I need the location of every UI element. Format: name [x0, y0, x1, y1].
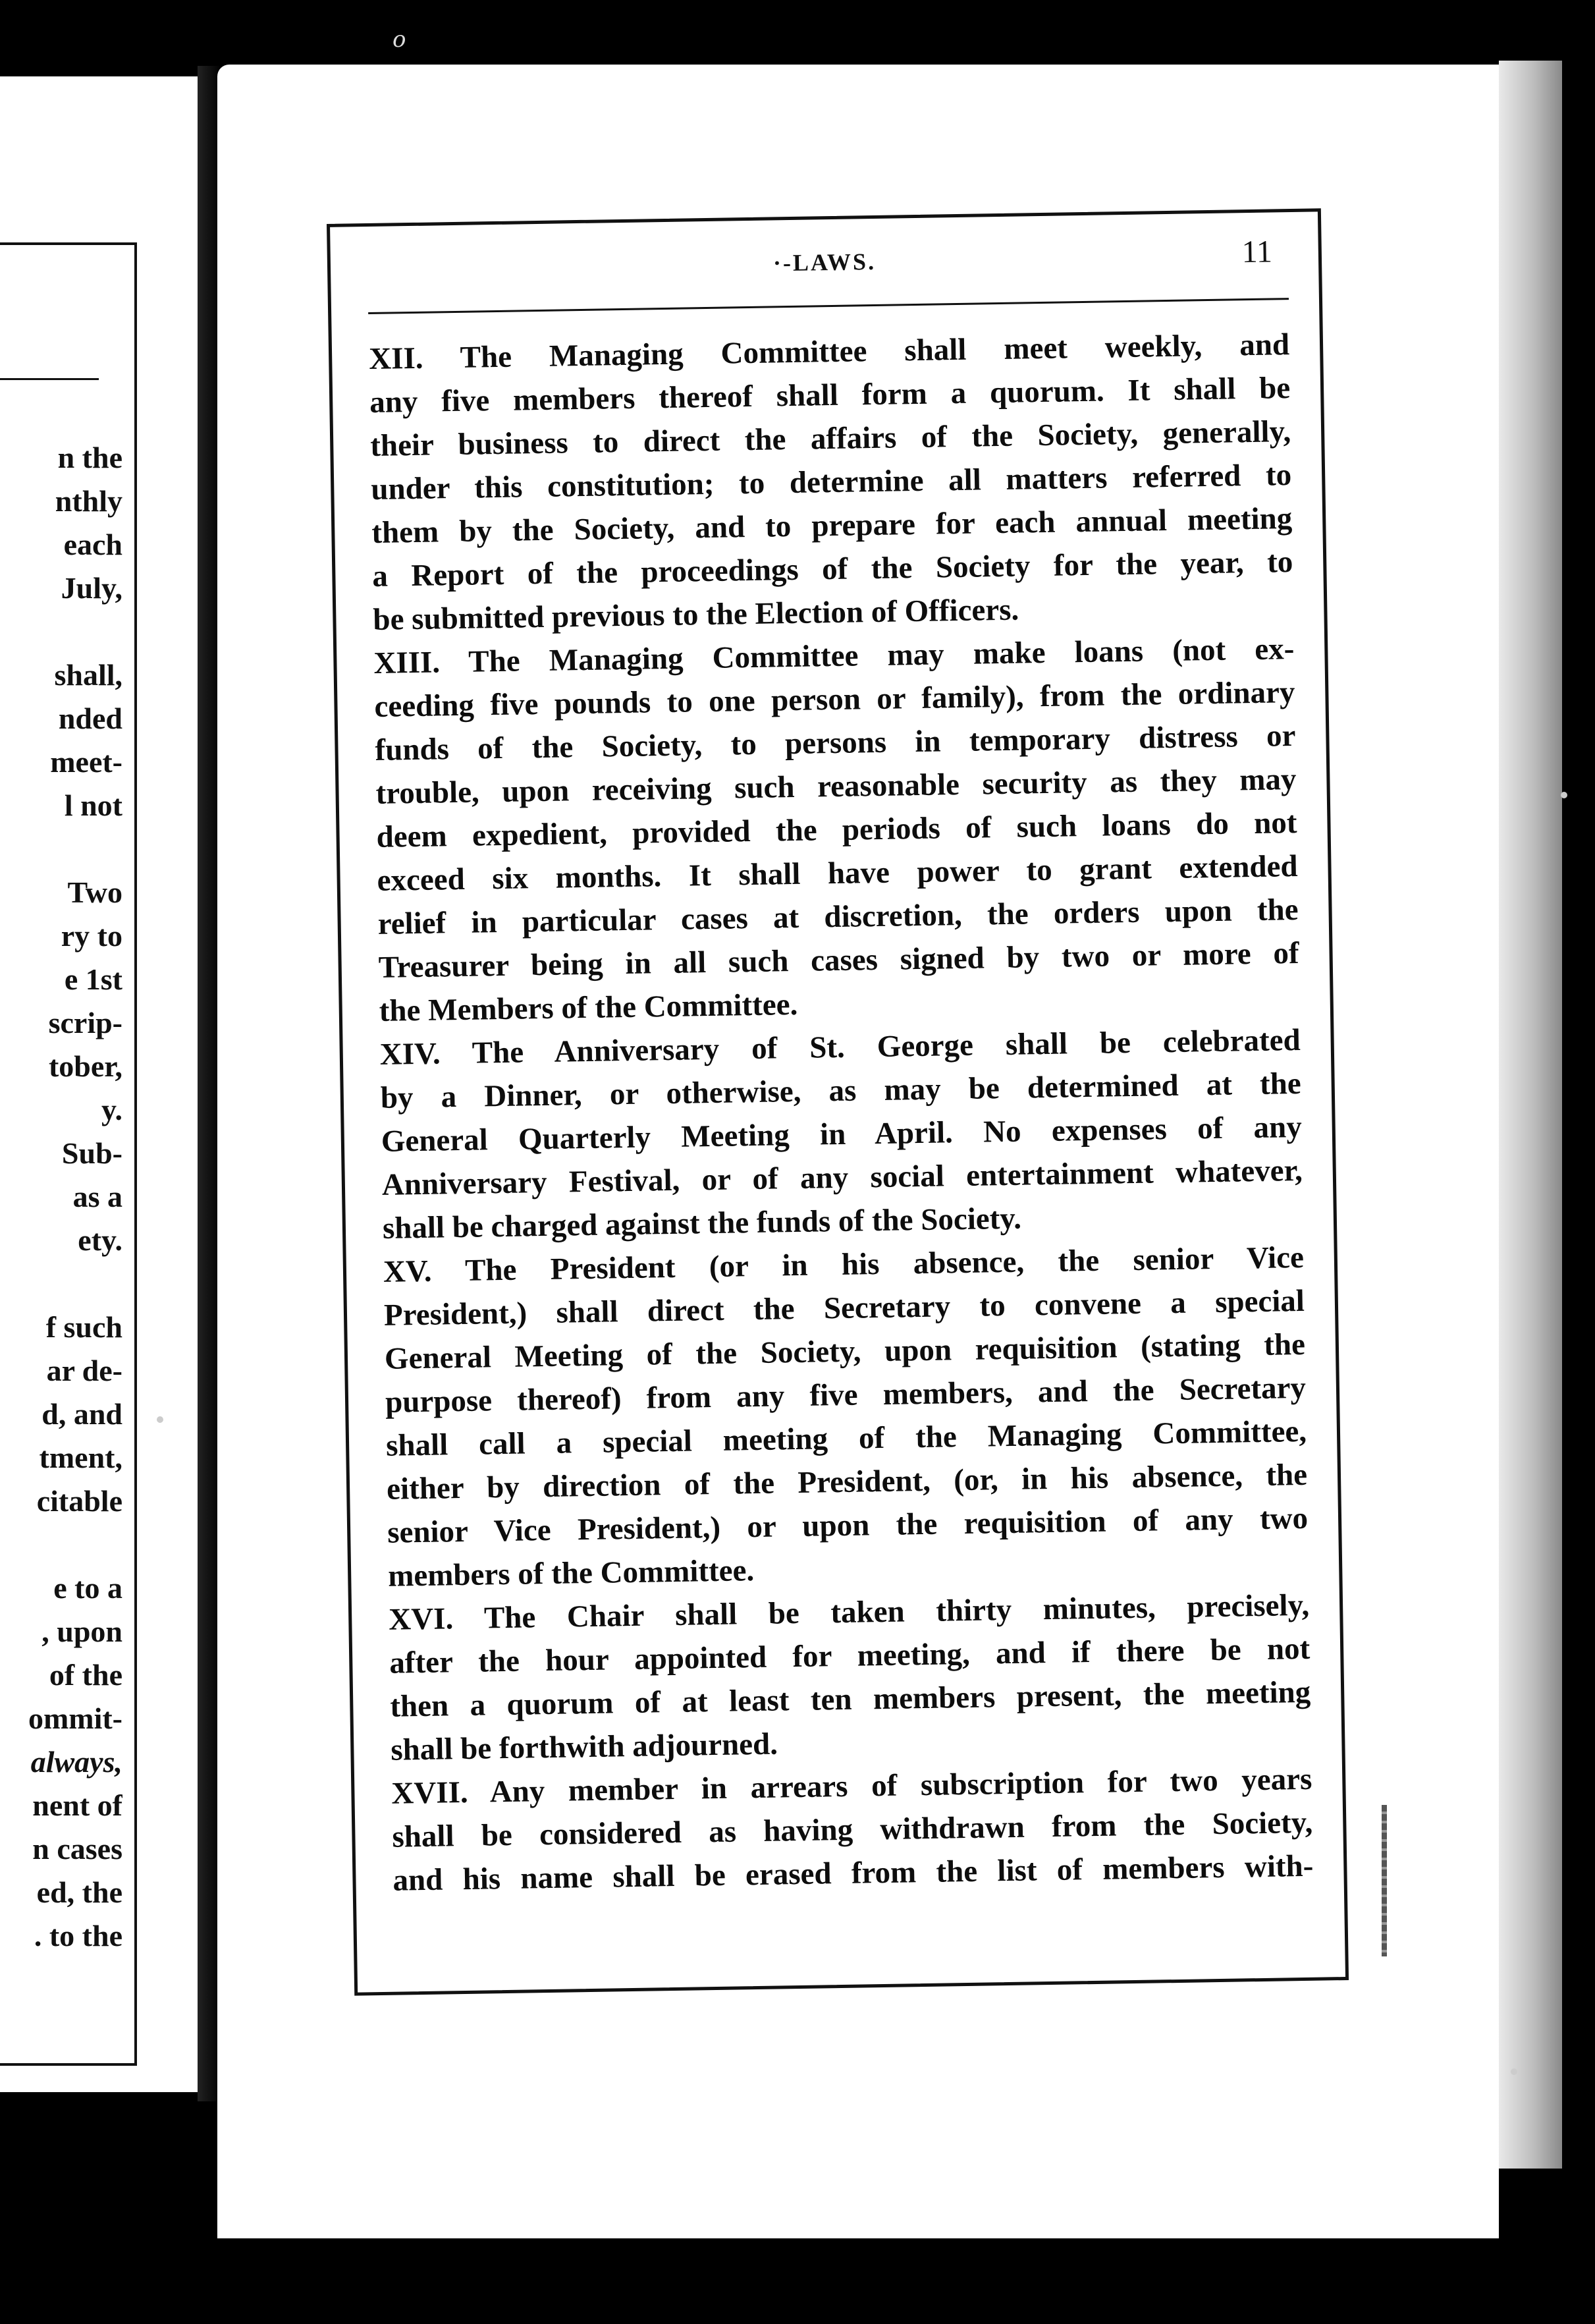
text-line: shall be forthwith adjourned. [390, 1727, 778, 1767]
bylaw-paragraph [369, 323, 1294, 642]
text-line: then a quorum of at least ten members present, the meeting [389, 1674, 1311, 1724]
left-page-gap [0, 827, 122, 871]
top-margin-mark: o [392, 26, 406, 53]
text-line: members of the Committee. [387, 1553, 755, 1593]
margin-speck [1561, 792, 1567, 798]
left-page-line: tment, [39, 1441, 122, 1474]
text-line: General Meeting of the Society, upon requisition (stating the [384, 1327, 1306, 1376]
text-line: XVI. The Chair shall be taken thirty minutes, precisely, [388, 1588, 1310, 1637]
text-line: XVII. Any member in arrears of subscription for two years [391, 1761, 1312, 1811]
text-line: and his name shall be erased from the list of members with- [392, 1848, 1314, 1898]
bylaw-paragraph [373, 627, 1300, 1033]
text-line: trouble, upon receiving such reasonable security as they may [375, 761, 1297, 811]
left-page-line: ry to [61, 919, 122, 953]
bylaw-paragraph [383, 1236, 1309, 1598]
left-page-frame [0, 242, 137, 2066]
left-page-line: nded [58, 702, 122, 735]
left-page-text [0, 436, 122, 1958]
left-page-line: ed, the [36, 1875, 122, 1909]
left-page-line: e to a [53, 1571, 122, 1605]
bylaw-paragraph [379, 1018, 1303, 1250]
text-line: the Members of the Committee. [379, 987, 798, 1028]
text-line: XV. The President (or in his absence, the senior Vice [383, 1240, 1305, 1289]
text-line: shall be considered as having withdrawn from the Society, [392, 1805, 1313, 1854]
left-page-gap [0, 1262, 122, 1306]
text-line: after the hour appointed for meeting, and if there be not [389, 1631, 1311, 1680]
bylaw-paragraph [391, 1757, 1314, 1902]
text-line: purpose thereof) from any five members, and the Secretary [385, 1370, 1307, 1420]
left-page-line: ety. [78, 1223, 122, 1257]
text-frame [327, 208, 1349, 1995]
text-line: funds of the Society, to persons in temporary distress or [375, 718, 1296, 767]
left-page-line: Two [67, 875, 122, 909]
left-page-line: Sub- [61, 1136, 122, 1170]
margin-speck [157, 1416, 163, 1423]
text-line: shall call a special meeting of the Managing Committee, [385, 1414, 1307, 1463]
left-page-line: ommit- [28, 1702, 122, 1735]
left-page-line: as a [72, 1180, 122, 1213]
bylaw-paragraph [389, 1584, 1312, 1772]
text-line: ceeding five pounds to one person or family), from the ordinary [374, 675, 1295, 724]
text-line: either by direction of the President, (or, in his absence, the [386, 1457, 1308, 1507]
text-line: shall be charged against the funds of the Society. [382, 1201, 1022, 1246]
left-page-line: . to the [34, 1919, 122, 1952]
left-page-line: ar de- [46, 1354, 122, 1387]
page-edge [1499, 61, 1562, 2169]
left-page-line: nent of [32, 1788, 122, 1822]
left-page-line: e 1st [64, 962, 122, 996]
margin-rule-mark [1382, 1805, 1387, 1956]
text-line: senior Vice President,) or upon the requisition of any two [387, 1501, 1309, 1550]
left-page-line: tober, [48, 1049, 122, 1083]
text-line: XIII. The Managing Committee may make loans (not ex- [373, 632, 1295, 680]
left-page-line: each [63, 528, 122, 561]
left-page-line: scrip- [48, 1006, 122, 1039]
running-head: ·-LAWS. [772, 248, 877, 277]
left-page-line: d, and [41, 1397, 122, 1431]
text-line: under this constitution; to determine all matters referred to [370, 458, 1292, 507]
text-line: them by the Society, and to prepare for each annual meeting [371, 501, 1293, 550]
text-line: General Quarterly Meeting in April. No expenses of any [381, 1109, 1303, 1159]
left-page-rule [0, 378, 99, 380]
text-line: XII. The Managing Committee shall meet weekly, and [368, 327, 1290, 377]
left-facing-page [0, 76, 198, 2092]
left-page-line: always, [30, 1745, 122, 1779]
text-line: be submitted previous to the Election of Officers. [373, 592, 1019, 637]
text-line: a Report of the proceedings of the Society for the year, to [372, 545, 1293, 594]
head-rule [368, 298, 1289, 314]
text-line: XIV. The Anniversary of St. George shall be celebrated [379, 1022, 1301, 1072]
left-page-line: July, [61, 571, 122, 605]
text-line: President,) shall direct the Secretary to convene a special [383, 1283, 1305, 1333]
page-number: 11 [1241, 234, 1273, 270]
text-line: deem expedient, provided the periods of such loans do not [376, 805, 1297, 854]
text-line: by a Dinner, or otherwise, as may be determined at the [380, 1066, 1302, 1115]
left-page-line: citable [36, 1484, 122, 1518]
body-text [369, 323, 1314, 1902]
text-line: any five members thereof shall form a quorum. It shall be [369, 371, 1291, 420]
text-line: exceed six months. It shall have power to grant extended [377, 848, 1298, 898]
margin-speck [1511, 2068, 1517, 2075]
left-page-line: nthly [55, 484, 122, 518]
left-page-line: meet- [50, 745, 122, 779]
left-page-gap [0, 610, 122, 653]
left-page-line: l not [64, 788, 122, 822]
left-page-line: y. [101, 1093, 122, 1126]
text-line: relief in particular cases at discretion, the orders upon the [377, 892, 1299, 941]
text-line: Treasurer being in all such cases signed by two or more of [378, 935, 1299, 985]
left-page-line: f such [45, 1310, 122, 1344]
text-line: Anniversary Festival, or of any social entertainment whatever, [381, 1153, 1303, 1202]
left-page-line: n the [57, 441, 122, 474]
left-page-line: n cases [32, 1832, 122, 1866]
left-page-line: shall, [54, 658, 122, 692]
left-page-line: , upon [41, 1615, 122, 1648]
left-page-line: of the [49, 1658, 122, 1692]
text-line: their business to direct the affairs of the Society, generally, [369, 414, 1291, 463]
left-page-gap [0, 1523, 122, 1566]
